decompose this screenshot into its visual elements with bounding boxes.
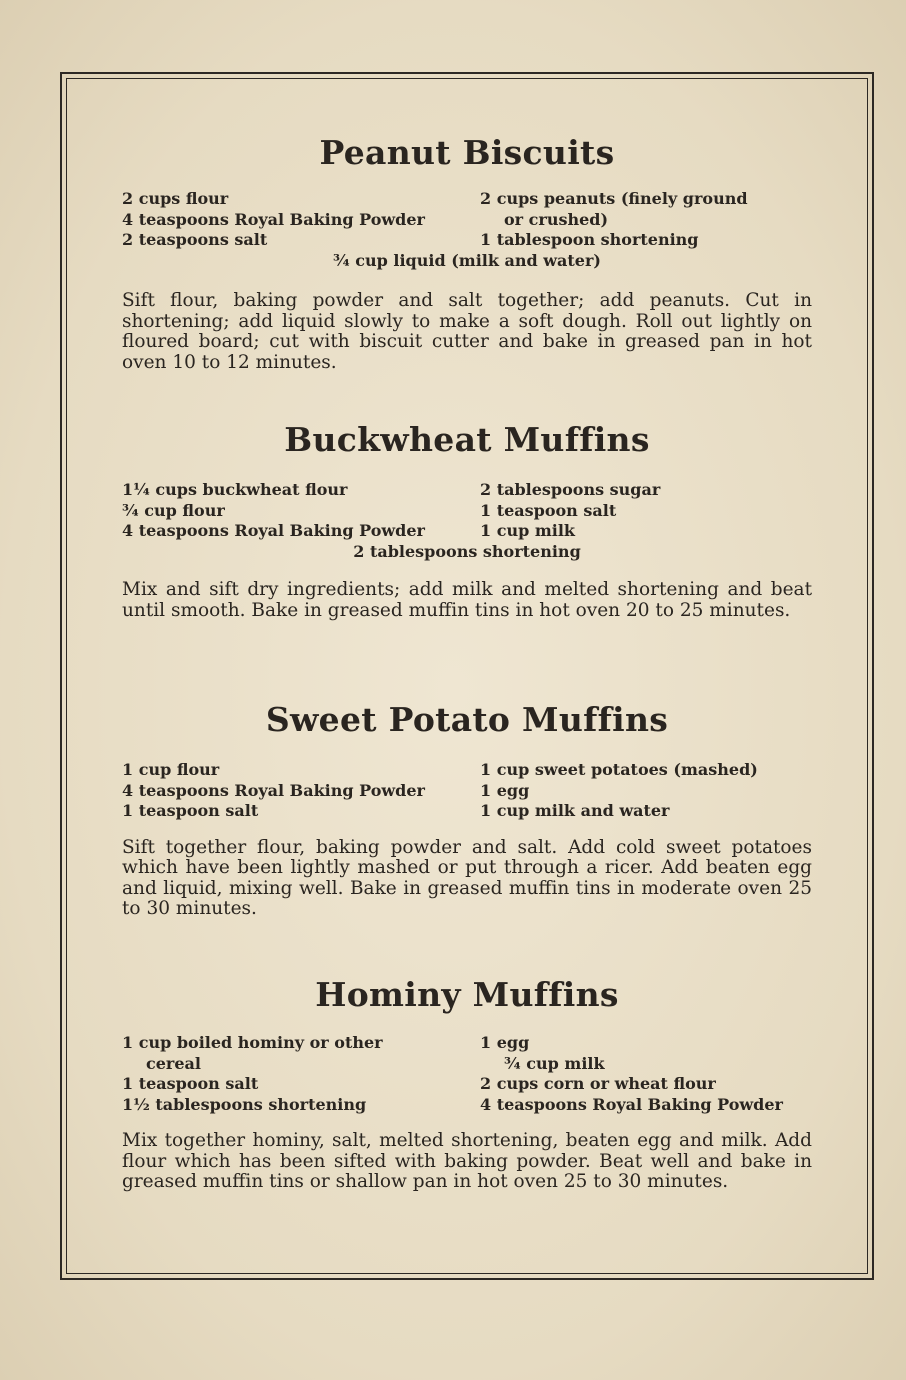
ingredient-item-centered: 2 tablespoons shortening (353, 541, 581, 561)
recipe-title: Sweet Potato Muffins (265, 700, 669, 739)
ingredient-item: 1¼ cups buckwheat flour (122, 480, 348, 499)
recipe-directions: Mix and sift dry ingredients; add milk and melted shortening and beat until smooth. Bake in greased muffin tins in hot oven 20 to 25 minutes. (122, 579, 812, 621)
ingredient-item: cereal (146, 1053, 201, 1073)
ingredient-item: 1 cup sweet potatoes (mashed) (480, 760, 758, 779)
ingredient-item: 2 cups corn or wheat flour (480, 1074, 716, 1093)
ingredient-row (122, 1033, 812, 1054)
ingredient-row (122, 760, 812, 781)
ingredient-row (122, 189, 812, 210)
ingredient-row (122, 1074, 812, 1095)
ingredient-item: 1½ tablespoons shortening (122, 1094, 367, 1114)
ingredient-row (122, 1095, 812, 1116)
ingredient-item: 1 teaspoon salt (122, 801, 259, 820)
recipe-sweet-potato-muffins (122, 700, 812, 920)
ingredient-item: 1 tablespoon shortening (480, 230, 699, 249)
ingredient-item: 1 cup milk and water (480, 801, 670, 820)
ingredient-item: 2 cups peanuts (finely ground (480, 189, 748, 208)
ingredient-row (122, 480, 812, 501)
ingredient-item: 4 teaspoons Royal Baking Powder (122, 209, 425, 229)
ingredient-list (122, 480, 812, 562)
ingredient-item: or crushed) (504, 209, 609, 229)
ingredient-item: 1 teaspoon salt (122, 1074, 259, 1093)
ingredient-item: 1 cup milk (480, 521, 576, 540)
ingredient-list (122, 189, 812, 271)
ingredient-item: 2 cups flour (122, 189, 229, 208)
ingredient-item: 1 egg (480, 780, 530, 800)
ingredient-item: 1 cup boiled hominy or other (122, 1033, 383, 1052)
ingredient-row (122, 210, 812, 231)
recipe-directions: Sift together flour, baking powder and salt. Add cold sweet potatoes which have been lightly mashed or put through a ricer. Add beaten egg and liquid, mixing well. Bake in greased muffin tins in moderate oven 25 to 30 minutes. (122, 836, 812, 919)
ingredient-item: 4 teaspoons Royal Baking Powder (122, 521, 425, 540)
ingredient-item: 4 teaspoons Royal Baking Powder (480, 1094, 783, 1114)
ingredient-row (122, 501, 812, 522)
ingredient-row (122, 230, 812, 251)
recipe-buckwheat-muffins (122, 420, 812, 621)
ingredient-row (122, 801, 812, 822)
recipe-title: Buckwheat Muffins (284, 420, 650, 459)
ingredient-item: 2 teaspoons salt (122, 230, 268, 249)
ingredient-row (122, 781, 812, 802)
ingredient-row (122, 1054, 812, 1075)
ingredient-item: 2 tablespoons sugar (480, 480, 661, 499)
ingredient-item: 4 teaspoons Royal Baking Powder (122, 780, 425, 800)
ingredient-item: ¾ cup flour (122, 500, 225, 520)
ingredient-list (122, 760, 812, 822)
recipe-directions: Mix together hominy, salt, melted shortening, beaten egg and milk. Add flour which has been sifted with baking powder. Beat well and bake in greased muffin tins or shallow pan in hot oven 25 to 30 minutes. (122, 1130, 812, 1192)
recipe-peanut-biscuits (122, 133, 812, 373)
ingredient-list (122, 1033, 812, 1115)
recipe-title: Hominy Muffins (315, 975, 619, 1014)
recipe-hominy-muffins (122, 975, 812, 1193)
ingredient-item: 1 cup flour (122, 760, 220, 779)
ingredient-item-centered: ¾ cup liquid (milk and water) (333, 250, 601, 270)
ingredient-item: 1 egg (480, 1033, 530, 1052)
ingredient-item: ¾ cup milk (504, 1053, 605, 1073)
ingredient-row (122, 521, 812, 542)
recipe-title: Peanut Biscuits (319, 133, 615, 172)
ingredient-item: 1 teaspoon salt (480, 500, 617, 520)
recipe-directions: Sift flour, baking powder and salt together; add peanuts. Cut in shortening; add liquid slowly to make a soft dough. Roll out lightly on floured board; cut with biscuit cutter and bake in greased pan in hot oven 10 to 12 minutes. (122, 290, 812, 373)
